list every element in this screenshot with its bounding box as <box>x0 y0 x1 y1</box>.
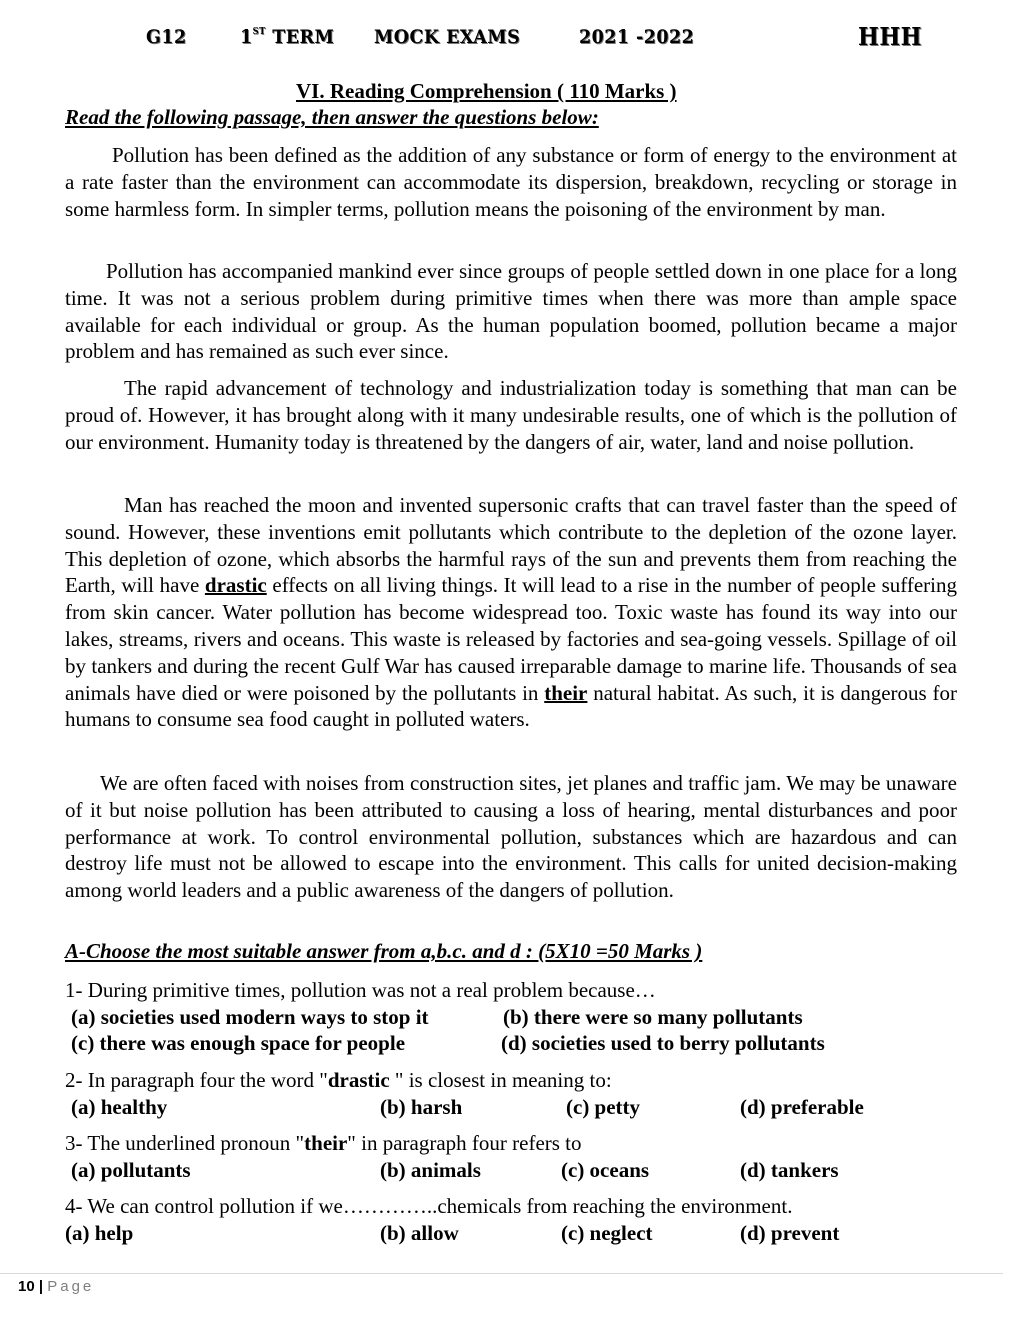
term-superscript: ST <box>252 27 266 37</box>
q3-option-a[interactable]: (a) pollutants <box>71 1158 191 1182</box>
q2-option-a[interactable]: (a) healthy <box>71 1095 168 1119</box>
page-label: Page <box>47 1278 95 1295</box>
q3-stem-pre: 3- The underlined pronoun " <box>65 1131 305 1155</box>
paragraph-4-text-a: Man has reached the moon and invented supersonic crafts that can travel faster than the speed of sound. However, these inventions emit pollutants which contribute to the depletion of the ozone layer. This depletion of ozone, which absorbs the harmful rays of the sun and prevents them from reaching the Earth, will have <box>65 493 957 598</box>
question-4-stem: 4- We can control pollution if we…………..chemicals from reaching the environment. <box>65 1194 793 1218</box>
q2-option-b[interactable]: (b) harsh <box>380 1095 463 1119</box>
year-label: 2021 -2022 <box>579 26 695 48</box>
q2-stem-pre: 2- In paragraph four the word " <box>65 1068 328 1092</box>
exam-header <box>0 22 1020 56</box>
q1-option-c[interactable]: (c) there was enough space for people <box>71 1031 406 1055</box>
page-number: 10 <box>18 1278 35 1295</box>
author-mark: HHH <box>858 22 922 51</box>
q3-stem-keyword: their <box>304 1131 348 1155</box>
term-number: 1 <box>240 26 253 48</box>
underlined-word-drastic: drastic <box>204 573 267 598</box>
section-title: VI. Reading Comprehension ( 110 Marks ) <box>296 79 677 103</box>
paragraph-4-text-c: natural habitat. As such, it is dangerous for humans to consume sea food caught in polluted waters. <box>65 680 958 732</box>
q2-stem-post: " is closest in meaning to: <box>389 1068 612 1092</box>
question-1-stem: 1- During primitive times, pollution was not a real problem because… <box>65 978 656 1002</box>
q3-option-c[interactable]: (c) oceans <box>561 1158 650 1182</box>
q3-option-d[interactable]: (d) tankers <box>740 1158 839 1182</box>
q4-option-c[interactable]: (c) neglect <box>561 1221 653 1245</box>
q2-stem-keyword: drastic <box>327 1068 390 1092</box>
footer-separator: | <box>38 1278 44 1295</box>
grade-label: G12 <box>146 26 187 48</box>
passage-paragraph-5: We are often faced with noises from construction sites, jet planes and traffic jam. We may be unaware of it but noise pollution has been attributed to causing a loss of hearing, mental disturbances and poor performance at work. To control environmental pollution, substances which are hazardous and can destroy life must not be allowed to escape into the environment. This calls for united decision-making among world leaders and a public awareness of the dangers of pollution. <box>65 771 957 903</box>
q2-option-c[interactable]: (c) petty <box>566 1095 641 1119</box>
q1-option-b[interactable]: (b) there were so many pollutants <box>503 1005 803 1029</box>
q3-stem-post: " in paragraph four refers to <box>347 1131 582 1155</box>
q1-option-a[interactable]: (a) societies used modern ways to stop it <box>71 1005 429 1029</box>
passage-paragraph-3: The rapid advancement of technology and industrialization today is something that man can be proud of. However, it has brought along with it many undesirable results, one of which is the pollution of our environment. Humanity today is threatened by the dangers of air, water, land and noise pollution. <box>65 376 957 454</box>
q1-option-d[interactable]: (d) societies used to berry pollutants <box>501 1031 825 1055</box>
q3-option-b[interactable]: (b) animals <box>380 1158 481 1182</box>
page-footer <box>18 1278 94 1295</box>
passage-paragraph-2: Pollution has accompanied mankind ever since groups of people settled down in one place for a long time. It was not a serious problem during primitive times when there was more than ample space available for each individual or group. As the human population boomed, pollution became a major problem and has remained as such ever since. <box>65 259 957 364</box>
q4-option-b[interactable]: (b) allow <box>380 1221 459 1245</box>
question-3-stem <box>65 1131 582 1156</box>
section-instruction: Read the following passage, then answer the questions below: <box>65 105 599 129</box>
paragraph-4-text-b: effects on all living things. It will lead to a rise in the number of people suffering from skin cancer. Water pollution has become widespread too. Toxic waste has found its way into our lakes, streams, rivers and oceans. This waste is released by factories and sea-going vessels. Spillage of oil by tankers and during the recent Gulf War has caused irreparable damage to marine life. Thousands of sea animals have died or were poisoned by the pollutants in <box>65 573 957 705</box>
passage-paragraph-4 <box>65 492 957 733</box>
passage-paragraph-1: Pollution has been defined as the addition of any substance or form of energy to the environment at a rate faster than the environment can accommodate its dispersion, breakdown, recycling or storage in some harmless form. In simpler terms, pollution means the poisoning of the environment by man. <box>65 143 957 221</box>
underlined-word-their: their <box>544 680 588 705</box>
q4-option-a[interactable]: (a) help <box>65 1221 134 1245</box>
q2-option-d[interactable]: (d) preferable <box>740 1095 864 1119</box>
exam-label: MOCK EXAMS <box>374 26 521 48</box>
term-label <box>240 26 334 48</box>
question-2-stem <box>65 1068 612 1093</box>
term-word: TERM <box>272 26 335 48</box>
section-a-title: A-Choose the most suitable answer from a,b.c. and d : (5X10 =50 Marks ) <box>65 939 703 963</box>
footer-divider <box>0 1273 1003 1274</box>
q4-option-d[interactable]: (d) prevent <box>740 1221 840 1245</box>
